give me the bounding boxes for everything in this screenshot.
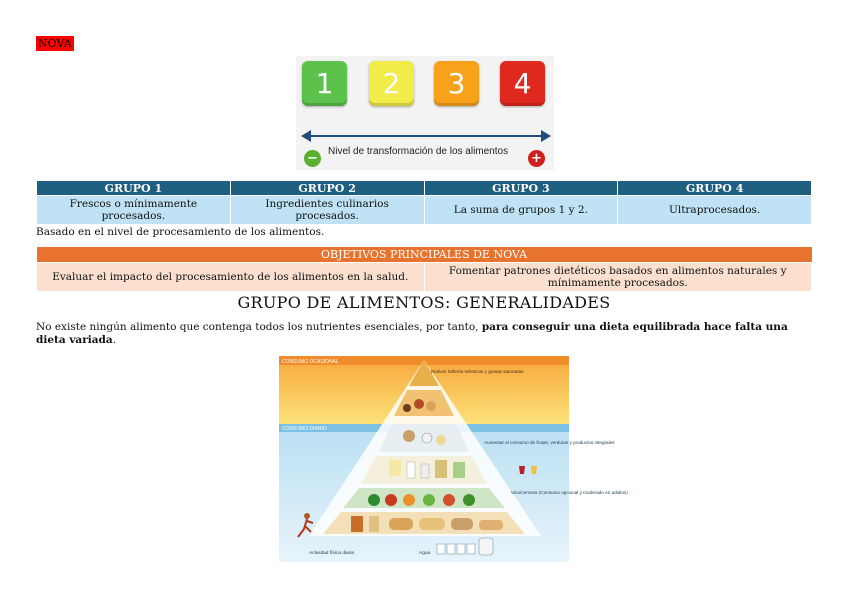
paragraph-bold-text: para conseguir una dieta equilibrada hace falta una dieta variada xyxy=(36,321,788,346)
scale-number-2: 2 xyxy=(369,61,414,106)
wine-glass-icon xyxy=(519,466,525,474)
objectives-table xyxy=(36,247,812,292)
objectives-header: OBJETIVOS PRINCIPALES DE NOVA xyxy=(37,247,812,263)
water-label: Agua xyxy=(419,551,431,556)
table-header: GRUPO 3 xyxy=(424,181,618,196)
based-text: Basado en el nivel de procesamiento de los alimentos. xyxy=(36,226,325,238)
arrow-right-icon xyxy=(541,130,551,142)
scale-number-1: 1 xyxy=(302,61,347,106)
daily-label: CONSUMO DIARIO xyxy=(282,426,327,432)
beer-glass-icon xyxy=(531,466,537,474)
minus-icon: − xyxy=(304,150,321,167)
food-pyramid-image xyxy=(279,356,628,562)
table-cell: Fomentar patrones dietéticos basados en alimentos naturales y mínimamente procesados. xyxy=(424,263,812,292)
table-row xyxy=(37,263,812,292)
table-row xyxy=(37,196,812,225)
intro-paragraph xyxy=(36,321,816,347)
table-cell: Ultraprocesados. xyxy=(618,196,812,225)
nova-scale-graphic xyxy=(296,56,554,170)
table-header: GRUPO 2 xyxy=(230,181,424,196)
table-header: GRUPO 4 xyxy=(618,181,812,196)
scale-label: Nivel de transformación de los alimentos xyxy=(328,146,509,157)
paragraph-end: . xyxy=(112,334,117,346)
scale-number-3: 3 xyxy=(434,61,479,106)
runner-icon xyxy=(304,513,310,519)
note-wine: Vino/cerveza (Consumo opcional y moderado en adultos) xyxy=(511,490,628,495)
activity-label: Actividad física diaria xyxy=(309,551,355,556)
table-header-row xyxy=(37,181,812,196)
table-cell: Frescos o mínimamente procesados. xyxy=(37,196,231,225)
nova-tag: NOVA xyxy=(38,37,72,50)
note-mid: Aumentar el consumo de frutas, verduras y productos integrales xyxy=(484,440,615,445)
scale-number-4: 4 xyxy=(500,61,545,106)
occasional-label: CONSUMO OCASIONAL xyxy=(282,359,339,365)
table-cell: Ingredientes culinarios procesados. xyxy=(230,196,424,225)
plus-icon: + xyxy=(528,150,545,167)
scale-arrow-line xyxy=(306,135,546,137)
note-top: Reducir bollería refrescos y grasas saturadas xyxy=(431,369,524,374)
water-jug-icon xyxy=(479,538,493,555)
section-title: GRUPO DE ALIMENTOS: GENERALIDADES xyxy=(237,293,611,312)
table-cell: La suma de grupos 1 y 2. xyxy=(424,196,618,225)
paragraph-text: No existe ningún alimento que contenga todos los nutrientes esenciales, por tanto, xyxy=(36,321,482,333)
food-pyramid-illustration xyxy=(279,356,628,562)
table-header: GRUPO 1 xyxy=(37,181,231,196)
water-glass-icon xyxy=(437,544,445,554)
table-cell: Evaluar el impacto del procesamiento de los alimentos en la salud. xyxy=(37,263,425,292)
table-header-row xyxy=(37,247,812,263)
groups-table xyxy=(36,180,812,225)
